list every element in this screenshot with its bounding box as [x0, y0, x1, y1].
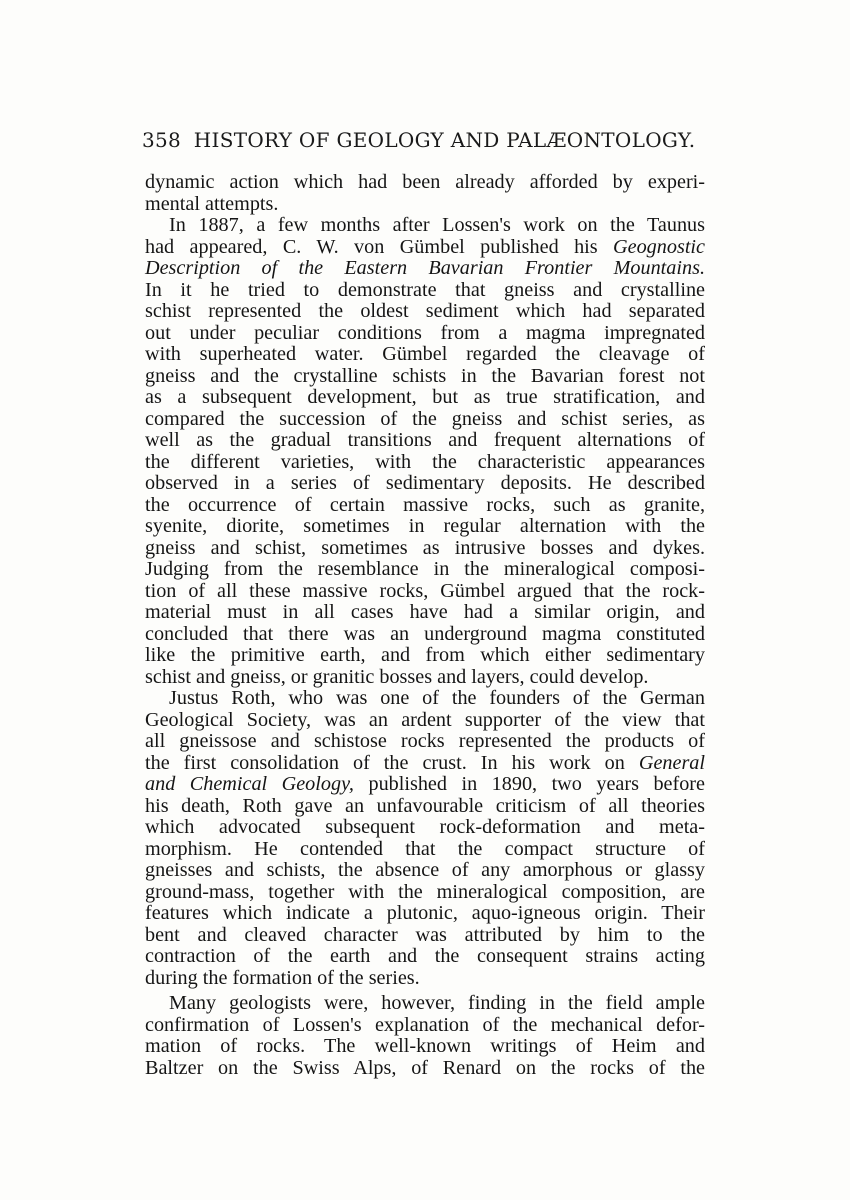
page-number: 358 [142, 128, 182, 152]
text-line: contraction of the earth and the consequent strains acting [145, 945, 705, 967]
text-line: gneiss and schist, sometimes as intrusive bosses and dykes. [145, 536, 705, 559]
text-line: well as the gradual transitions and frequent alternations of [145, 429, 705, 451]
text-line: out under peculiar conditions from a magma impregnated [145, 321, 705, 344]
body-text [145, 172, 705, 1079]
italic-title: General [638, 751, 706, 774]
text-run: the first consolidation of the crust. In his work on [145, 751, 625, 774]
text-line: Justus Roth, who was one of the founders of the German [169, 687, 705, 709]
text-line: features which indicate a plutonic, aquo-igneous origin. Their [145, 902, 705, 924]
paragraph-2 [145, 215, 705, 688]
text-line: schist and gneiss, or granitic bosses and layers, could develop. [145, 665, 649, 688]
text-line: ground-mass, together with the mineralogical composition, are [145, 880, 705, 903]
italic-title: Description of the Eastern Bavarian Frontier Mountains. [145, 257, 705, 279]
text-line: Baltzer on the Swiss Alps, of Renard on the rocks of the [145, 1056, 705, 1079]
text-line: Geological Society, was an ardent supporter of the view that [145, 708, 705, 731]
italic-title: Geognostic [613, 235, 705, 258]
text-line: mation of rocks. The well-known writings of Heim and [145, 1035, 705, 1057]
text-line: bent and cleaved character was attributed by him to the [145, 923, 705, 946]
text-line: the occurrence of certain massive rocks, such as granite, [145, 493, 705, 516]
text-line: Judging from the resemblance in the mineralogical composi- [145, 558, 705, 580]
running-head [142, 128, 696, 152]
text-line: syenite, diorite, sometimes in regular alternation with the [145, 515, 705, 537]
text-line: In it he tried to demonstrate that gneiss and crystalline [145, 278, 705, 301]
text-line: gneisses and schists, the absence of any amorphous or glassy [145, 859, 705, 881]
paragraph-1 [145, 172, 705, 215]
text-line: as a subsequent development, but as true stratification, and [145, 386, 705, 408]
text-line: observed in a series of sedimentary deposits. He described [145, 472, 705, 494]
paragraph-3 [145, 688, 705, 989]
text-line: material must in all cases have had a similar origin, and [145, 601, 705, 623]
text-line [145, 753, 705, 775]
italic-title: and Chemical Geology, [145, 773, 354, 795]
text-line: tion of all these massive rocks, Gümbel argued that the rock- [145, 579, 705, 602]
text-line: schist represented the oldest sediment which had separated [145, 300, 705, 322]
text-run: had appeared, C. W. von Gümbel published his [145, 235, 598, 258]
text-line: the different varieties, with the characteristic appearances [145, 450, 705, 473]
text-line: gneiss and the crystalline schists in the Bavarian forest not [145, 364, 705, 387]
text-line: Many geologists were, however, finding in the field ample [169, 992, 705, 1014]
text-line: all gneissose and schistose rocks represented the products of [145, 730, 705, 752]
text-line: during the formation of the series. [145, 966, 420, 989]
text-line: with superheated water. Gümbel regarded the cleavage of [145, 343, 705, 365]
text-line: morphism. He contended that the compact structure of [145, 837, 705, 860]
text-line [145, 774, 705, 796]
text-line: confirmation of Lossen's explanation of the mechanical defor- [145, 1013, 705, 1036]
text-run: published in 1890, two years before [368, 773, 705, 795]
text-line [145, 237, 705, 259]
text-line: which advocated subsequent rock-deformation and meta- [145, 816, 705, 838]
paragraph-4 [145, 993, 705, 1079]
text-line: mental attempts. [145, 192, 279, 215]
text-line: like the primitive earth, and from which either sedimentary [145, 644, 705, 666]
text-line: dynamic action which had been already afforded by experi- [145, 171, 705, 193]
text-line: concluded that there was an underground magma constituted [145, 622, 705, 645]
text-line: his death, Roth gave an unfavourable criticism of all theories [145, 794, 705, 817]
text-line: In 1887, a few months after Lossen's work on the Taunus [169, 214, 705, 236]
running-title: HISTORY OF GEOLOGY AND PALÆONTOLOGY. [193, 128, 696, 152]
text-line: compared the succession of the gneiss and schist series, as [145, 407, 705, 430]
